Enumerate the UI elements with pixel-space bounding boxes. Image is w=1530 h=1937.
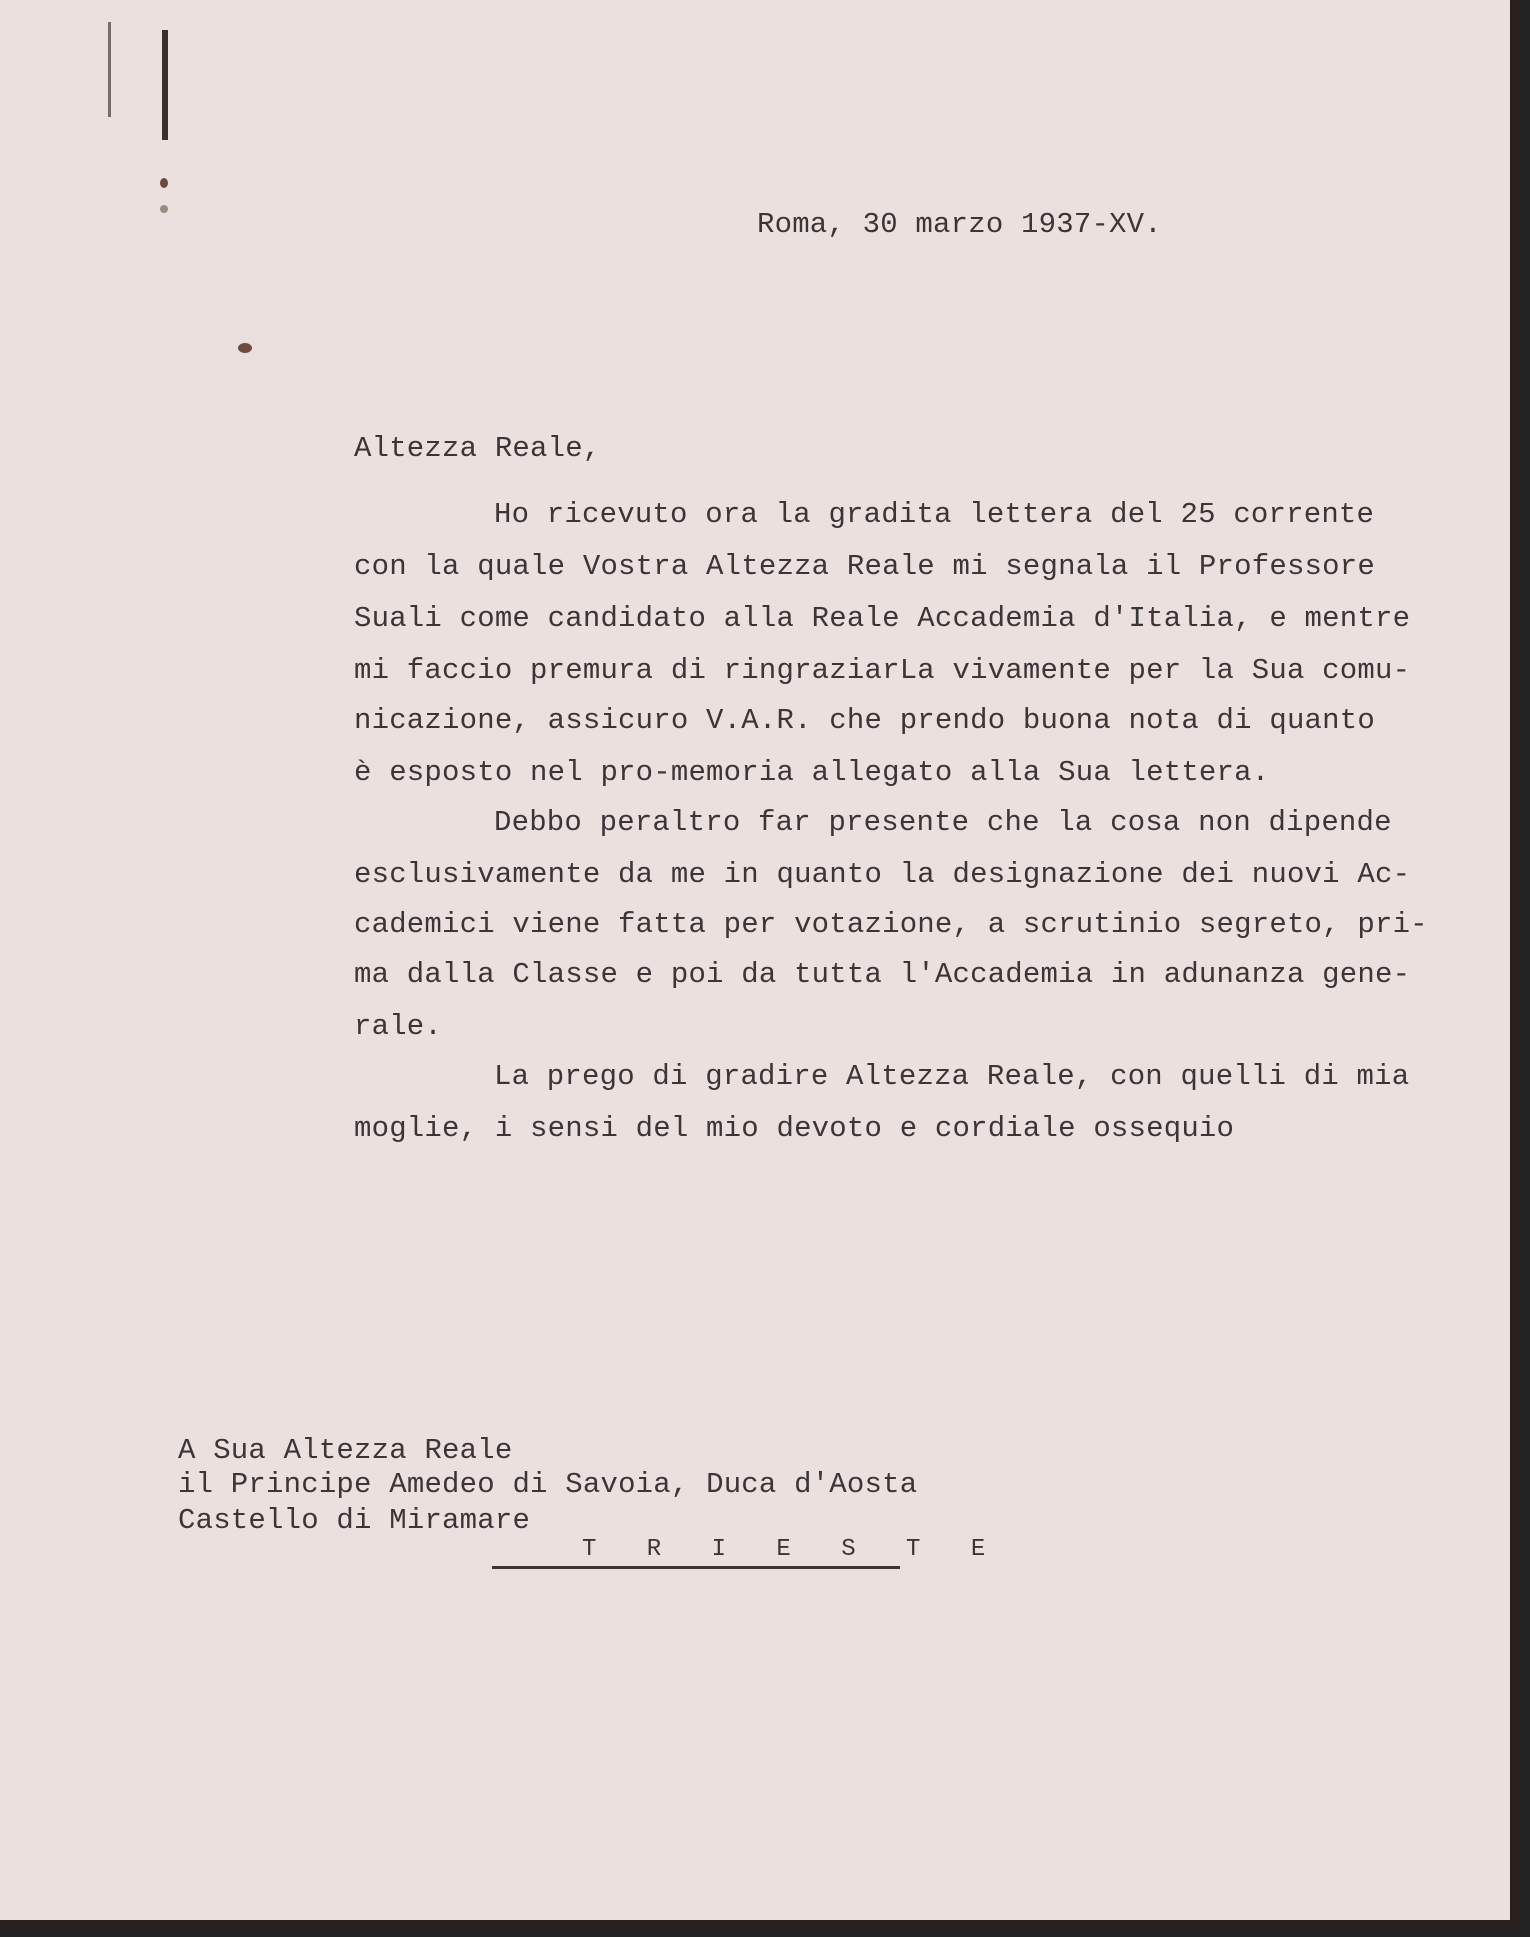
body-line: Ho ricevuto ora la gradita lettera del 25 corrente — [494, 498, 1375, 531]
address-city: T R I E S T E — [582, 1536, 1004, 1563]
body-line: Suali come candidato alla Reale Accademia d'Italia, e mentre — [354, 602, 1411, 635]
letter-date: Roma, 30 marzo 1937-XV. — [757, 208, 1162, 241]
body-line: esclusivamente da me in quanto la designazione dei nuovi Ac- — [354, 858, 1411, 891]
margin-mark — [162, 30, 168, 140]
body-line: La prego di gradire Altezza Reale, con quelli di mia — [494, 1060, 1410, 1093]
body-line: ma dalla Classe e poi da tutta l'Accademia in adunanza gene- — [354, 958, 1411, 991]
body-line: mi faccio premura di ringraziarLa vivamente per la Sua comu- — [354, 654, 1411, 687]
letter-salutation: Altezza Reale, — [354, 432, 601, 465]
margin-mark — [108, 22, 111, 117]
stain — [238, 343, 252, 353]
body-line: rale. — [354, 1010, 443, 1043]
body-line: Debbo peraltro far presente che la cosa non dipende — [494, 806, 1392, 839]
address-line: il Principe Amedeo di Savoia, Duca d'Aosta — [178, 1468, 918, 1501]
city-underline — [492, 1566, 900, 1569]
address-line: Castello di Miramare — [178, 1504, 531, 1537]
body-line: cademici viene fatta per votazione, a scrutinio segreto, pri- — [354, 908, 1428, 941]
address-line: A Sua Altezza Reale — [178, 1434, 513, 1467]
body-line: moglie, i sensi del mio devoto e cordiale ossequio — [354, 1112, 1235, 1145]
body-line: è esposto nel pro-memoria allegato alla Sua lettera. — [354, 756, 1270, 789]
body-line: nicazione, assicuro V.A.R. che prendo buona nota di quanto — [354, 704, 1375, 737]
stain — [160, 178, 168, 188]
stain — [160, 205, 168, 213]
body-line: con la quale Vostra Altezza Reale mi segnala il Professore — [354, 550, 1375, 583]
